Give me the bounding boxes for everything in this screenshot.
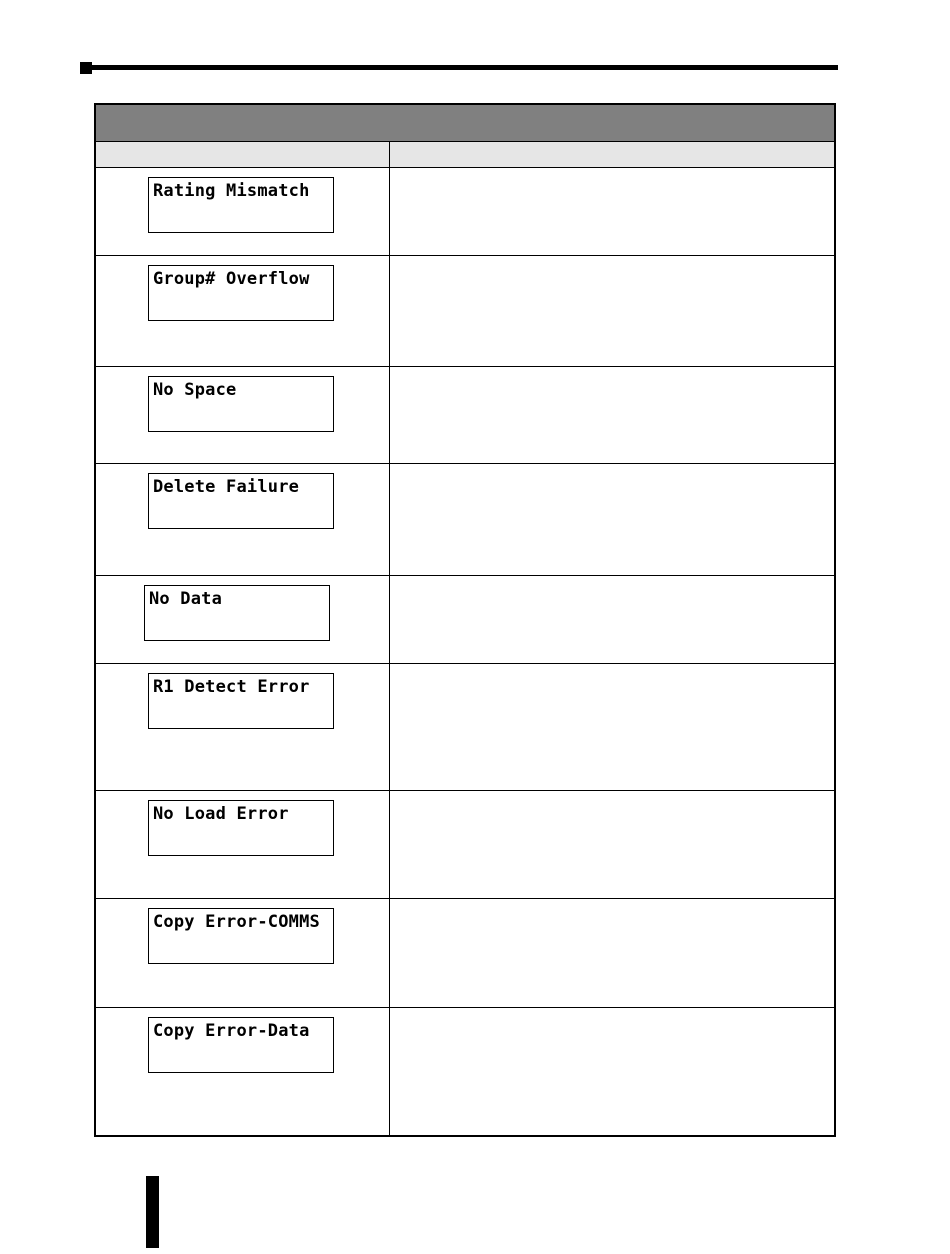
- lcd-display: No Space: [148, 376, 334, 432]
- table-row: [96, 168, 834, 256]
- display-cell: [96, 464, 390, 575]
- display-cell: [96, 367, 390, 463]
- lcd-display: No Load Error: [148, 800, 334, 856]
- display-cell: [96, 791, 390, 898]
- description-cell: [390, 464, 834, 575]
- table-row: [96, 367, 834, 464]
- page-edge-marker: [146, 1176, 159, 1248]
- lcd-display: No Data: [144, 585, 330, 641]
- description-cell: [390, 1008, 834, 1135]
- table-row: [96, 576, 834, 664]
- display-cell: [96, 256, 390, 366]
- lcd-display: Copy Error-COMMS: [148, 908, 334, 964]
- description-cell: [390, 791, 834, 898]
- description-cell: [390, 576, 834, 663]
- header-rule: [92, 65, 838, 70]
- display-cell: [96, 576, 390, 663]
- lcd-display: Delete Failure: [148, 473, 334, 529]
- table-row: [96, 791, 834, 899]
- display-cell: [96, 168, 390, 255]
- lcd-display: Rating Mismatch: [148, 177, 334, 233]
- description-cell: [390, 664, 834, 790]
- description-cell: [390, 168, 834, 255]
- lcd-display: R1 Detect Error: [148, 673, 334, 729]
- error-message-table: [94, 103, 836, 1137]
- display-cell: [96, 899, 390, 1007]
- table-row: [96, 256, 834, 367]
- table-row: [96, 464, 834, 576]
- table-row: [96, 1008, 834, 1135]
- column-header-description: [390, 142, 834, 167]
- table-title-band: [96, 105, 834, 142]
- header-rule-marker: [80, 62, 92, 74]
- display-cell: [96, 664, 390, 790]
- table-row: [96, 899, 834, 1008]
- table-row: [96, 664, 834, 791]
- description-cell: [390, 367, 834, 463]
- lcd-display: Group# Overflow: [148, 265, 334, 321]
- description-cell: [390, 256, 834, 366]
- table-column-header: [96, 142, 834, 168]
- display-cell: [96, 1008, 390, 1135]
- lcd-display: Copy Error-Data: [148, 1017, 334, 1073]
- description-cell: [390, 899, 834, 1007]
- column-header-display: [96, 142, 390, 167]
